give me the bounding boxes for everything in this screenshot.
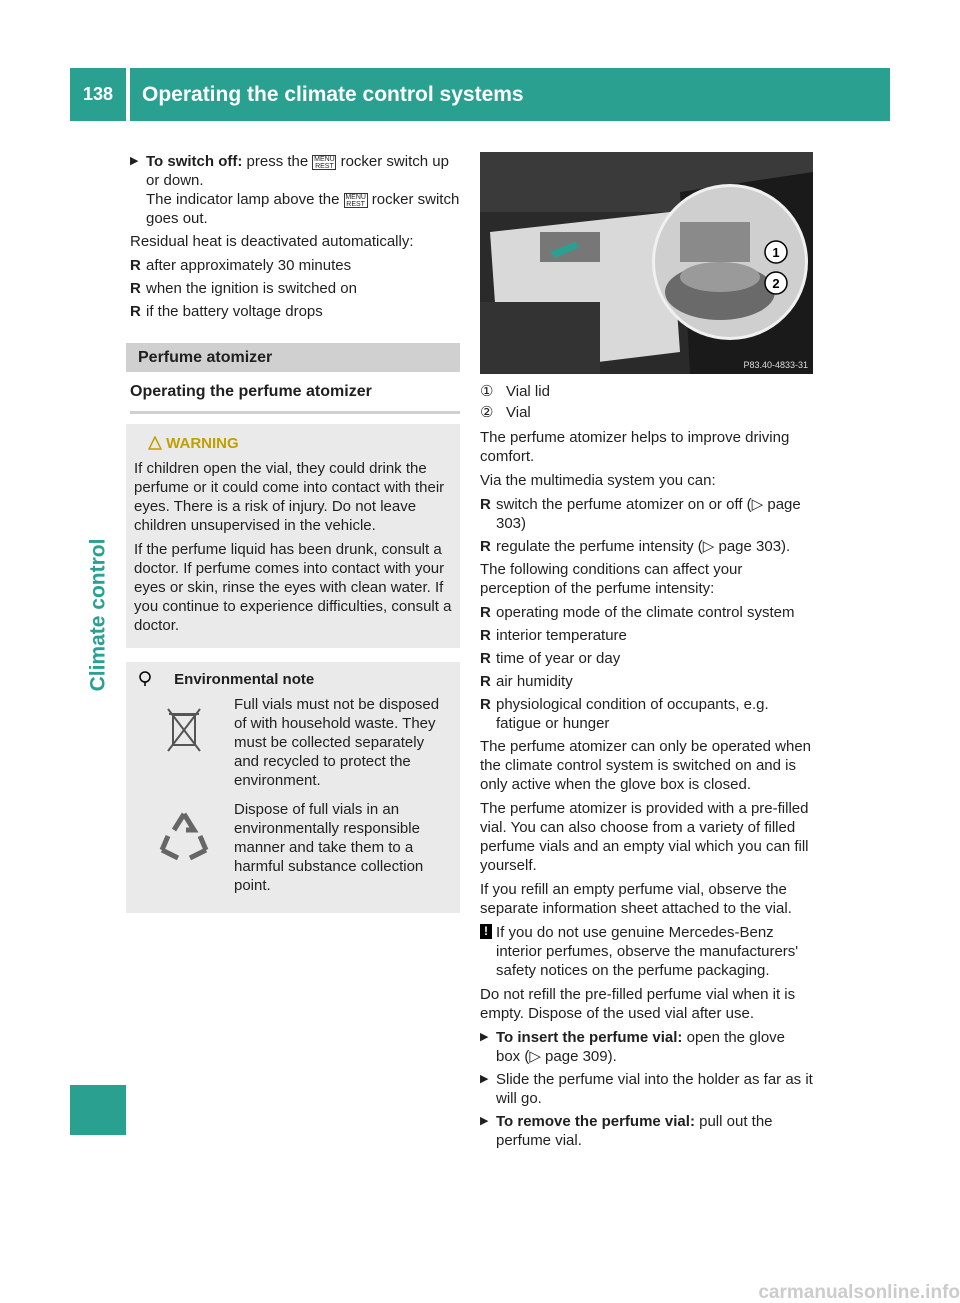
env-text: Dispose of full vials in an environmentally responsible manner and take them to a harmful substance collection point. [234,801,424,894]
legend-item [480,403,813,422]
step-text: rocker switch goes out. [146,191,460,227]
legend-num: ① [480,383,494,400]
bullet-icon: R [130,303,141,320]
list-item [480,626,813,645]
step-text: pull out the perfume vial. [496,1113,773,1149]
bullet-icon: R [480,538,491,555]
paragraph: The following conditions can affect your perception of the perfume intensity: [480,561,743,597]
list-item [130,256,460,275]
menu-icon-top: MENU [314,155,335,163]
paragraph: If you refill an empty perfume vial, observe the separate information sheet attached to the vial. [480,881,792,917]
warning-box [126,424,460,648]
right-column [480,152,813,1154]
bullet-icon: R [480,627,491,644]
side-tab-block [70,1085,126,1135]
lightbulb-icon [138,671,152,687]
list-item-text: if the battery voltage drops [146,303,323,320]
residual-text: Residual heat is deactivated automatically: [130,233,414,250]
step-text: press the [246,153,309,170]
list-item-text: time of year or day [496,650,621,667]
bullet-icon: R [480,696,491,713]
env-header [134,670,452,689]
exclamation-icon: ! [480,924,492,939]
legend-num: ② [480,404,494,421]
warning-label: WARNING [166,435,239,452]
page-title: Operating the climate control systems [130,68,890,121]
list-item [130,279,460,298]
list-item [480,495,813,533]
step-text: rocker switch up or down. [146,153,449,189]
menu-rest-icon [344,193,368,208]
bullet-icon: R [480,650,491,667]
warning-text: If the perfume liquid has been drunk, consult a doctor. If perfume comes into contact with your eyes or skin, rinse the eyes with clean water. If you continue to experience difficulties, consult a doctor. [134,541,452,634]
environmental-note-box [126,662,460,913]
menu-icon-bottom: REST [346,200,365,208]
list-item-text: air humidity [496,673,573,690]
list-item [480,672,813,691]
list-item-text: switch the perfume atomizer on or off (▷ page 303) [496,496,801,532]
crossed-bin-icon [134,695,234,790]
list-item-text: interior temperature [496,627,627,644]
note-text: If you do not use genuine Mercedes-Benz interior perfumes, observe the manufacturers' safety notices on the perfume packaging. [496,924,799,979]
step-label: To remove the perfume vial: [496,1113,695,1130]
watermark: carmanualsonline.info [758,1282,960,1303]
list-item-text: operating mode of the climate control system [496,604,795,621]
left-column [130,152,460,913]
legend-text: Vial [506,404,531,421]
list-item-text: physiological condition of occupants, e.g. fatigue or hunger [496,696,769,732]
env-label: Environmental note [174,671,315,688]
menu-icon-top: MENU [345,193,366,201]
list-item-text: after approximately 30 minutes [146,257,352,274]
step-switch-off [130,152,460,228]
subsection-title: Operating the perfume atomizer [130,382,460,414]
env-text: Full vials must not be disposed of with household waste. They must be collected separately and recycled to protect the environment. [234,696,440,789]
bullet-icon: R [480,673,491,690]
paragraph: Via the multimedia system you can: [480,472,716,489]
list-item [130,302,460,321]
callout-2: 2 [772,276,780,291]
list-item [480,603,813,622]
warning-header [134,434,452,453]
glovebox-photo [480,152,813,374]
photo-code: P83.40-4833-31 [743,360,808,370]
env-row [134,695,452,790]
step-text: open the glove box (▷ page 309). [496,1029,786,1065]
recycle-icon [134,800,234,895]
list-item [480,695,813,733]
side-section-text: Climate control [86,538,110,692]
menu-rest-icon [312,155,336,170]
paragraph: The perfume atomizer helps to improve driving comfort. [480,429,790,465]
list-item-text: regulate the perfume intensity (▷ page 303). [496,538,791,555]
callout-1: 1 [772,245,780,260]
step-label: To insert the perfume vial: [496,1029,683,1046]
step-label: To switch off: [146,153,243,170]
step-remove [480,1112,813,1150]
caution-note [480,923,813,980]
paragraph: The perfume atomizer is provided with a pre-filled vial. You can also choose from a variety of filled perfume vials and an empty vial which you can fill yourself. [480,800,809,874]
list-item-text: when the ignition is switched on [146,280,357,297]
paragraph: The perfume atomizer can only be operated when the climate control system is switched on and is only active when the glove box is closed. [480,738,812,793]
warning-triangle-icon [148,436,162,450]
menu-icon-bottom: REST [315,162,334,170]
env-row [134,800,452,895]
step-text: The indicator lamp above the [146,191,340,208]
side-section-label [78,480,118,750]
paragraph: Do not refill the pre-filled perfume vial when it is empty. Dispose of the used vial after use. [480,986,796,1022]
legend-text: Vial lid [506,383,550,400]
bullet-icon: R [130,257,141,274]
step-insert [480,1028,813,1066]
bullet-icon: R [480,496,491,513]
warning-text: If children open the vial, they could drink the perfume or it could come into contact with their eyes. There is a risk of injury. Do not leave children unsupervised in the vehicle. [134,460,445,534]
list-item [480,649,813,668]
section-title: Perfume atomizer [126,343,460,372]
step-slide [480,1070,813,1108]
page-number: 138 [70,68,126,121]
bullet-icon: R [130,280,141,297]
legend-item [480,382,813,401]
step-text: Slide the perfume vial into the holder as far as it will go. [496,1071,813,1107]
list-item [480,537,813,556]
bullet-icon: R [480,604,491,621]
